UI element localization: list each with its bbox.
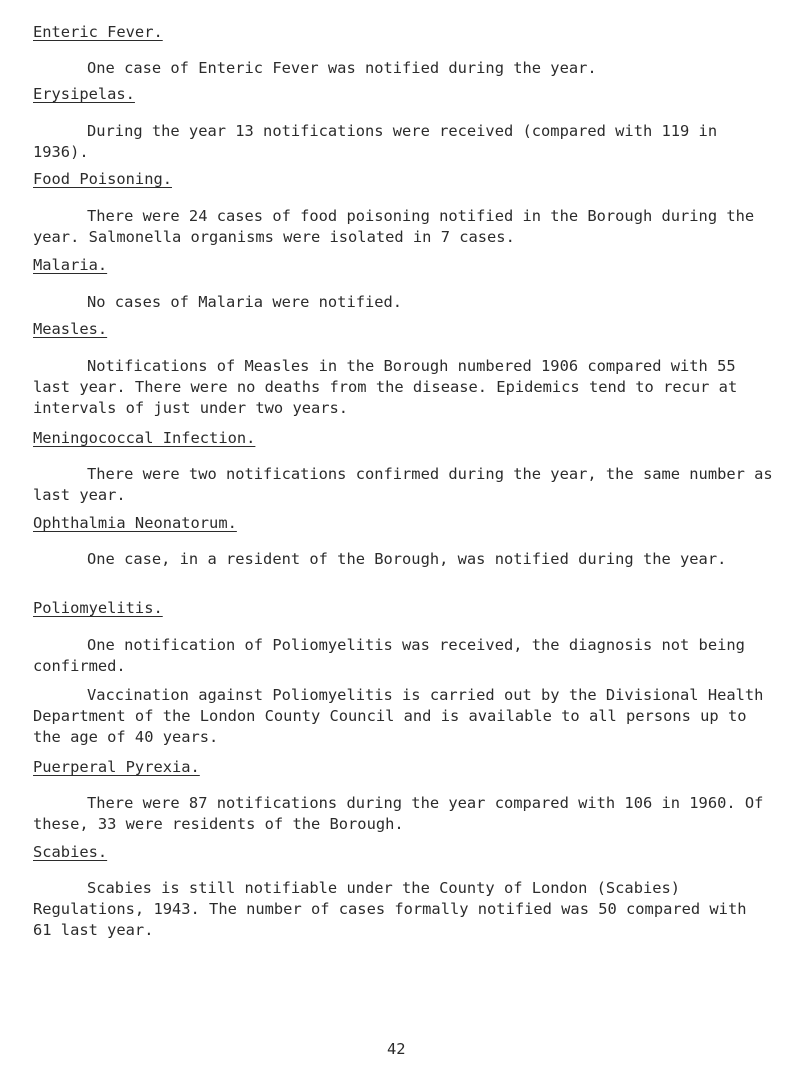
heading-measles: Measles. <box>33 320 108 338</box>
heading-poliomyelitis: Poliomyelitis. <box>33 599 163 617</box>
paragraph-poliomyelitis-1: One notification of Poliomyelitis was received, the diagnosis not being confirmed. <box>33 636 745 675</box>
heading-malaria: Malaria. <box>33 256 108 274</box>
paragraph-ophthalmia-neonatorum: One case, in a resident of the Borough, was notified during the year. <box>87 550 727 568</box>
heading-enteric-fever: Enteric Fever. <box>33 23 163 41</box>
heading-erysipelas: Erysipelas. <box>33 85 135 103</box>
heading-scabies: Scabies. <box>33 843 108 861</box>
paragraph-erysipelas: During the year 13 notifications were received (compared with 119 in 1936). <box>33 122 718 161</box>
paragraph-puerperal-pyrexia: There were 87 notifications during the year compared with 106 in 1960. Of these, 33 were residents of the Borough. <box>33 794 764 833</box>
page-number: 42 <box>387 1040 406 1058</box>
heading-puerperal-pyrexia: Puerperal Pyrexia. <box>33 758 200 776</box>
paragraph-scabies: Scabies is still notifiable under the County of London (Scabies) Regulations, 1943. The number of cases formally notified was 50 compared with 61 last year. <box>33 879 747 939</box>
heading-meningococcal-infection: Meningococcal Infection. <box>33 429 256 447</box>
paragraph-enteric-fever: One case of Enteric Fever was notified during the year. <box>87 59 597 77</box>
heading-food-poisoning: Food Poisoning. <box>33 170 172 188</box>
paragraph-malaria: No cases of Malaria were notified. <box>87 293 403 311</box>
paragraph-food-poisoning: There were 24 cases of food poisoning notified in the Borough during the year. Salmonella organisms were isolated in 7 cases. <box>33 207 755 246</box>
heading-ophthalmia-neonatorum: Ophthalmia Neonatorum. <box>33 514 237 532</box>
paragraph-poliomyelitis-2: Vaccination against Poliomyelitis is carried out by the Divisional Health Department of the London County Council and is available to all persons up to the age of 40 years. <box>33 686 764 746</box>
paragraph-measles: Notifications of Measles in the Borough numbered 1906 compared with 55 last year. There were no deaths from the disease. Epidemics tend to recur at intervals of just under two years. <box>33 357 738 417</box>
paragraph-meningococcal-infection: There were two notifications confirmed during the year, the same number as last year. <box>33 465 773 504</box>
